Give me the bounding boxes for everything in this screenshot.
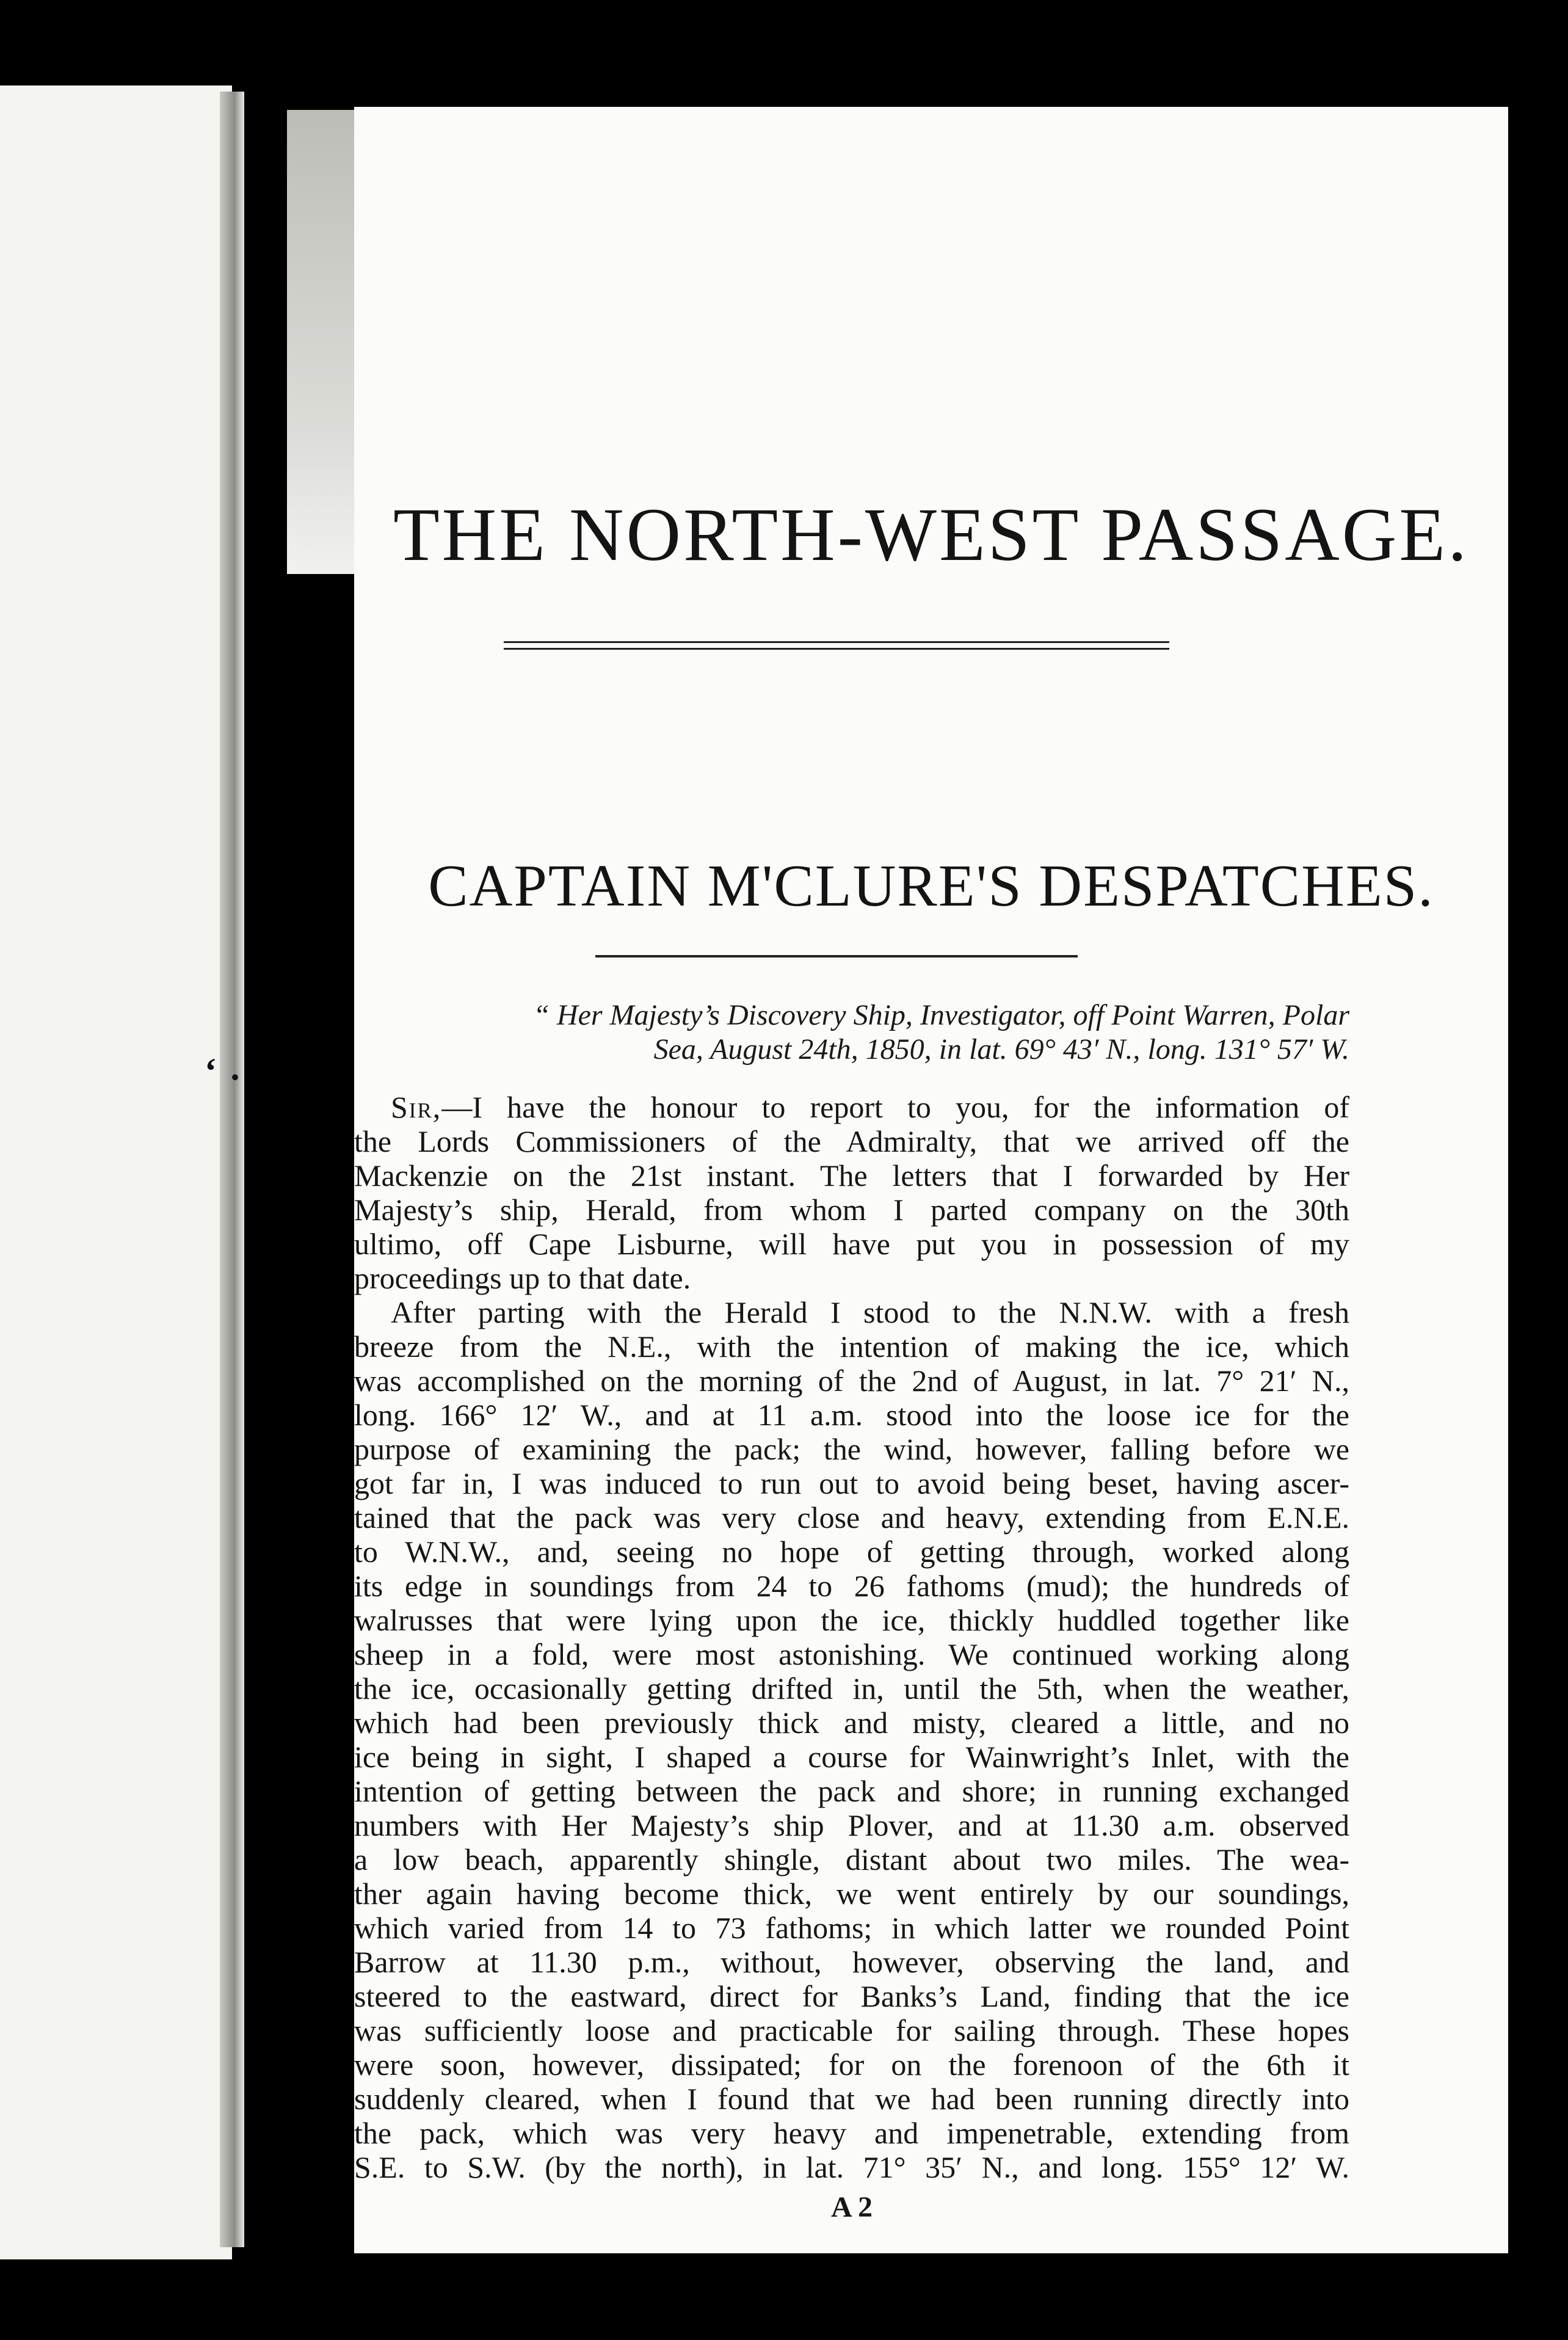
- body-line: After parting with the Herald I stood to the N.N.W. with a fresh: [391, 1295, 1349, 1329]
- body-line: the pack, which was very heavy and impenetrable, extending from: [354, 2116, 1349, 2150]
- book-gutter: [220, 92, 244, 2247]
- body-line: Barrow at 11.30 p.m., without, however, observing the land, and: [354, 1945, 1349, 1979]
- body-line: to W.N.W., and, seeing no hope of getting through, worked along: [354, 1535, 1349, 1569]
- body-line: the ice, occasionally getting drifted in, until the 5th, when the weather,: [354, 1671, 1349, 1706]
- body-line: got far in, I was induced to run out to avoid being beset, having ascer-: [354, 1466, 1349, 1500]
- margin-mark: ʻ: [205, 1051, 217, 1091]
- body-line: were soon, however, dissipated; for on the forenoon of the 6th it: [354, 2048, 1349, 2082]
- body-line: tained that the pack was very close and heavy, extending from E.N.E.: [354, 1500, 1349, 1535]
- body-line: breeze from the N.E., with the intention of making the ice, which: [354, 1329, 1349, 1364]
- body-line: Mackenzie on the 21st instant. The letters that I forwarded by Her: [354, 1158, 1349, 1193]
- body-line: purpose of examining the pack; the wind, however, falling before we: [354, 1432, 1349, 1466]
- section-subtitle: CAPTAIN M'CLURE'S DESPATCHES.: [428, 853, 1434, 919]
- body-line: sheep in a fold, were most astonishing. We continued working along: [354, 1637, 1349, 1671]
- body-line: ther again having become thick, we went entirely by our soundings,: [354, 1877, 1349, 1911]
- document-page: [354, 107, 1508, 2253]
- title-double-rule: [504, 641, 1169, 650]
- page-title: THE NORTH-WEST PASSAGE.: [393, 493, 1470, 576]
- margin-mark: ·: [229, 1057, 242, 1097]
- body-line: a low beach, apparently shingle, distant about two miles. The wea-: [354, 1842, 1349, 1877]
- dateline-line: Sea, August 24th, 1850, in lat. 69° 43′ N., long. 131° 57′ W.: [653, 1033, 1349, 1066]
- salutation: Sir,: [391, 1090, 442, 1124]
- signature-mark: A 2: [830, 2191, 873, 2223]
- dateline-line: “ Her Majesty’s Discovery Ship, Investigator, off Point Warren, Polar: [533, 999, 1349, 1031]
- letter-dateline: [354, 998, 1349, 1067]
- body-line: long. 166° 12′ W., and at 11 a.m. stood into the loose ice for the: [354, 1398, 1349, 1432]
- subtitle-rule: [595, 955, 1078, 957]
- body-line: Majesty’s ship, Herald, from whom I parted company on the 30th: [354, 1193, 1349, 1227]
- body-line: suddenly cleared, when I found that we had been running directly into: [354, 2082, 1349, 2116]
- body-line: the Lords Commissioners of the Admiralty, that we arrived off the: [354, 1124, 1349, 1158]
- letter-body: [354, 1090, 1349, 2184]
- body-line: was sufficiently loose and practicable for sailing through. These hopes: [354, 2013, 1349, 2048]
- body-line: S.E. to S.W. (by the north), in lat. 71° 35′ N., and long. 155° 12′ W.: [354, 2150, 1349, 2184]
- body-line: numbers with Her Majesty’s ship Plover, and at 11.30 a.m. observed: [354, 1808, 1349, 1842]
- body-line: [354, 1090, 1349, 1124]
- body-line: which had been previously thick and misty, cleared a little, and no: [354, 1706, 1349, 1740]
- body-line: proceedings up to that date.: [354, 1261, 691, 1295]
- body-line: walrusses that were lying upon the ice, thickly huddled together like: [354, 1603, 1349, 1637]
- body-line: steered to the eastward, direct for Banks’s Land, finding that the ice: [354, 1979, 1349, 2013]
- body-line-text: —I have the honour to report to you, for the information of: [441, 1090, 1349, 1124]
- body-line: its edge in soundings from 24 to 26 fathoms (mud); the hundreds of: [354, 1569, 1349, 1603]
- body-line: was accomplished on the morning of the 2nd of August, in lat. 7° 21′ N.,: [354, 1364, 1349, 1398]
- body-line: ice being in sight, I shaped a course for Wainwright’s Inlet, with the: [354, 1740, 1349, 1774]
- body-line: which varied from 14 to 73 fathoms; in which latter we rounded Point: [354, 1911, 1349, 1945]
- body-line: ultimo, off Cape Lisburne, will have put you in possession of my: [354, 1227, 1349, 1261]
- body-line: intention of getting between the pack and shore; in running exchanged: [354, 1774, 1349, 1808]
- facing-page-edge: [0, 85, 232, 2259]
